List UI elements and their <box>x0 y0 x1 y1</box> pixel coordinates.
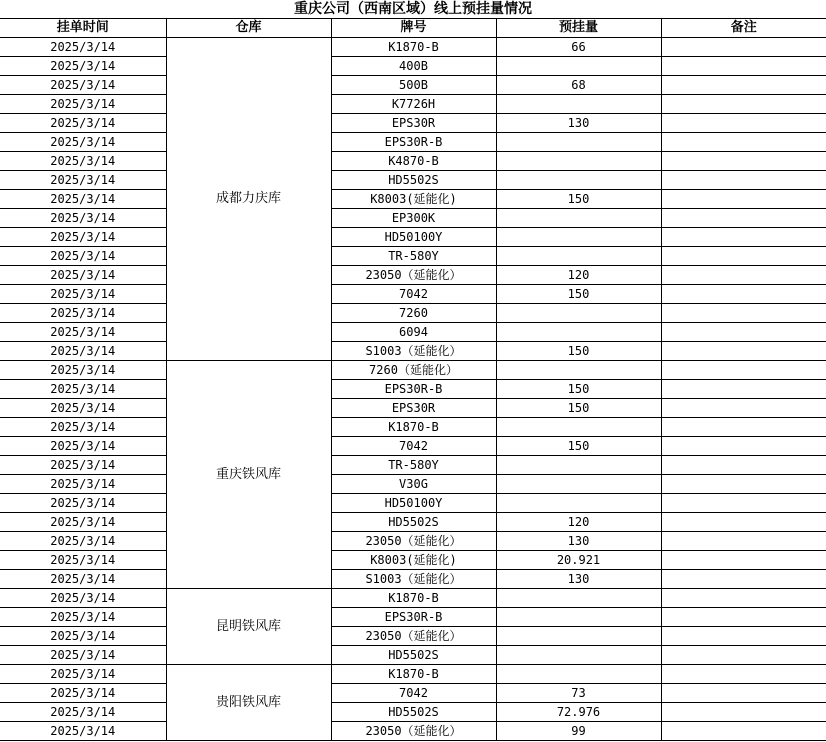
cell-grade[interactable]: S1003（延能化） <box>331 570 496 589</box>
cell-date[interactable]: 2025/3/14 <box>0 304 166 323</box>
cell-quantity[interactable] <box>496 418 661 437</box>
col-header-warehouse[interactable]: 仓库 <box>166 19 331 38</box>
cell-note[interactable] <box>661 380 826 399</box>
cell-date[interactable]: 2025/3/14 <box>0 38 166 57</box>
table-row <box>0 76 826 95</box>
sheet-title: 重庆公司（西南区域）线上预挂量情况 <box>0 0 826 19</box>
cell-quantity[interactable]: 73 <box>496 684 661 703</box>
cell-grade[interactable]: K8003(延能化) <box>331 190 496 209</box>
header-row <box>0 19 826 38</box>
cell-note[interactable] <box>661 114 826 133</box>
cell-note[interactable] <box>661 399 826 418</box>
cell-quantity[interactable] <box>496 608 661 627</box>
cell-quantity[interactable] <box>496 323 661 342</box>
cell-note[interactable] <box>661 190 826 209</box>
table-row <box>0 209 826 228</box>
cell-quantity[interactable]: 120 <box>496 513 661 532</box>
cell-grade[interactable]: K1870-B <box>331 665 496 684</box>
cell-note[interactable] <box>661 722 826 741</box>
cell-quantity[interactable]: 150 <box>496 399 661 418</box>
cell-note[interactable] <box>661 532 826 551</box>
table-body <box>0 38 826 741</box>
cell-grade[interactable]: HD5502S <box>331 703 496 722</box>
cell-grade[interactable]: 7042 <box>331 285 496 304</box>
cell-grade[interactable]: 23050（延能化） <box>331 627 496 646</box>
cell-date[interactable]: 2025/3/14 <box>0 722 166 741</box>
table-row <box>0 323 826 342</box>
cell-grade[interactable]: 400B <box>331 57 496 76</box>
cell-note[interactable] <box>661 456 826 475</box>
cell-grade[interactable]: HD5502S <box>331 646 496 665</box>
table-row <box>0 456 826 475</box>
table-row <box>0 475 826 494</box>
table-row <box>0 570 826 589</box>
cell-note[interactable] <box>661 494 826 513</box>
table-row <box>0 152 826 171</box>
cell-note[interactable] <box>661 38 826 57</box>
cell-grade[interactable]: EPS30R-B <box>331 608 496 627</box>
cell-date[interactable]: 2025/3/14 <box>0 703 166 722</box>
cell-date[interactable]: 2025/3/14 <box>0 437 166 456</box>
cell-date[interactable]: 2025/3/14 <box>0 323 166 342</box>
cell-note[interactable] <box>661 209 826 228</box>
table-row <box>0 627 826 646</box>
cell-grade[interactable]: K1870-B <box>331 418 496 437</box>
cell-quantity[interactable]: 130 <box>496 114 661 133</box>
table-row <box>0 114 826 133</box>
table-row <box>0 361 826 380</box>
cell-date[interactable]: 2025/3/14 <box>0 399 166 418</box>
cell-quantity[interactable]: 72.976 <box>496 703 661 722</box>
cell-quantity[interactable] <box>496 57 661 76</box>
cell-date[interactable]: 2025/3/14 <box>0 665 166 684</box>
cell-date[interactable]: 2025/3/14 <box>0 494 166 513</box>
cell-grade[interactable]: V30G <box>331 475 496 494</box>
cell-note[interactable] <box>661 95 826 114</box>
cell-note[interactable] <box>661 342 826 361</box>
cell-note[interactable] <box>661 76 826 95</box>
table-row <box>0 608 826 627</box>
cell-note[interactable] <box>661 551 826 570</box>
cell-grade[interactable]: 23050（延能化） <box>331 532 496 551</box>
cell-note[interactable] <box>661 247 826 266</box>
cell-quantity[interactable]: 120 <box>496 266 661 285</box>
cell-grade[interactable]: K7726H <box>331 95 496 114</box>
cell-quantity[interactable] <box>496 209 661 228</box>
cell-note[interactable] <box>661 418 826 437</box>
table-row <box>0 190 826 209</box>
cell-note[interactable] <box>661 475 826 494</box>
cell-note[interactable] <box>661 285 826 304</box>
col-header-note[interactable]: 备注 <box>661 19 826 38</box>
cell-date[interactable]: 2025/3/14 <box>0 361 166 380</box>
cell-date[interactable]: 2025/3/14 <box>0 266 166 285</box>
cell-date[interactable]: 2025/3/14 <box>0 152 166 171</box>
cell-note[interactable] <box>661 589 826 608</box>
cell-quantity[interactable]: 150 <box>496 380 661 399</box>
cell-grade[interactable]: K1870-B <box>331 38 496 57</box>
cell-quantity[interactable] <box>496 95 661 114</box>
table-row <box>0 342 826 361</box>
cell-quantity[interactable]: 150 <box>496 190 661 209</box>
cell-date[interactable]: 2025/3/14 <box>0 133 166 152</box>
cell-quantity[interactable] <box>496 589 661 608</box>
cell-date[interactable]: 2025/3/14 <box>0 551 166 570</box>
table-row <box>0 532 826 551</box>
cell-date[interactable]: 2025/3/14 <box>0 342 166 361</box>
cell-grade[interactable]: HD50100Y <box>331 494 496 513</box>
cell-grade[interactable]: EP300K <box>331 209 496 228</box>
cell-grade[interactable]: TR-580Y <box>331 247 496 266</box>
cell-date[interactable]: 2025/3/14 <box>0 380 166 399</box>
cell-date[interactable]: 2025/3/14 <box>0 475 166 494</box>
table-row <box>0 589 826 608</box>
cell-grade[interactable]: HD5502S <box>331 171 496 190</box>
cell-date[interactable]: 2025/3/14 <box>0 95 166 114</box>
cell-date[interactable]: 2025/3/14 <box>0 589 166 608</box>
cell-warehouse[interactable]: 重庆铁风库 <box>166 361 331 589</box>
col-header-quantity[interactable]: 预挂量 <box>496 19 661 38</box>
cell-quantity[interactable] <box>496 228 661 247</box>
cell-note[interactable] <box>661 437 826 456</box>
cell-quantity[interactable] <box>496 627 661 646</box>
cell-grade[interactable]: K1870-B <box>331 589 496 608</box>
cell-quantity[interactable] <box>496 494 661 513</box>
cell-date[interactable]: 2025/3/14 <box>0 646 166 665</box>
table-row <box>0 722 826 741</box>
table-row <box>0 266 826 285</box>
cell-quantity[interactable] <box>496 171 661 190</box>
cell-note[interactable] <box>661 684 826 703</box>
cell-note[interactable] <box>661 513 826 532</box>
cell-grade[interactable]: HD50100Y <box>331 228 496 247</box>
cell-date[interactable]: 2025/3/14 <box>0 171 166 190</box>
cell-date[interactable]: 2025/3/14 <box>0 418 166 437</box>
cell-grade[interactable]: HD5502S <box>331 513 496 532</box>
cell-note[interactable] <box>661 57 826 76</box>
cell-warehouse[interactable]: 昆明铁风库 <box>166 589 331 665</box>
table-row <box>0 684 826 703</box>
cell-quantity[interactable]: 150 <box>496 437 661 456</box>
table-row <box>0 399 826 418</box>
cell-quantity[interactable] <box>496 133 661 152</box>
cell-note[interactable] <box>661 608 826 627</box>
cell-warehouse[interactable]: 成都力庆库 <box>166 38 331 361</box>
cell-grade[interactable]: EPS30R <box>331 399 496 418</box>
cell-note[interactable] <box>661 266 826 285</box>
cell-grade[interactable]: EPS30R-B <box>331 133 496 152</box>
cell-quantity[interactable]: 150 <box>496 285 661 304</box>
table-row <box>0 703 826 722</box>
cell-grade[interactable]: S1003（延能化） <box>331 342 496 361</box>
col-header-date[interactable]: 挂单时间 <box>0 19 166 38</box>
cell-date[interactable]: 2025/3/14 <box>0 608 166 627</box>
cell-quantity[interactable]: 99 <box>496 722 661 741</box>
cell-date[interactable]: 2025/3/14 <box>0 228 166 247</box>
cell-quantity[interactable]: 130 <box>496 570 661 589</box>
table-row <box>0 418 826 437</box>
cell-quantity[interactable]: 150 <box>496 342 661 361</box>
cell-date[interactable]: 2025/3/14 <box>0 247 166 266</box>
table-row <box>0 551 826 570</box>
cell-note[interactable] <box>661 570 826 589</box>
table-row <box>0 171 826 190</box>
table-row <box>0 247 826 266</box>
cell-note[interactable] <box>661 646 826 665</box>
cell-grade[interactable]: TR-580Y <box>331 456 496 475</box>
cell-grade[interactable]: 23050（延能化） <box>331 722 496 741</box>
cell-date[interactable]: 2025/3/14 <box>0 209 166 228</box>
table-row <box>0 513 826 532</box>
cell-note[interactable] <box>661 133 826 152</box>
table-row <box>0 304 826 323</box>
cell-grade[interactable]: 6094 <box>331 323 496 342</box>
cell-grade[interactable]: 7260（延能化） <box>331 361 496 380</box>
table-row <box>0 133 826 152</box>
cell-date[interactable]: 2025/3/14 <box>0 285 166 304</box>
cell-grade[interactable]: 7260 <box>331 304 496 323</box>
cell-quantity[interactable]: 130 <box>496 532 661 551</box>
cell-grade[interactable]: 500B <box>331 76 496 95</box>
cell-warehouse[interactable]: 贵阳铁风库 <box>166 665 331 741</box>
cell-note[interactable] <box>661 323 826 342</box>
cell-grade[interactable]: 23050（延能化） <box>331 266 496 285</box>
cell-grade[interactable]: K4870-B <box>331 152 496 171</box>
cell-grade[interactable]: 7042 <box>331 684 496 703</box>
cell-note[interactable] <box>661 228 826 247</box>
cell-note[interactable] <box>661 627 826 646</box>
table-row <box>0 665 826 684</box>
cell-date[interactable]: 2025/3/14 <box>0 684 166 703</box>
table-row <box>0 380 826 399</box>
cell-date[interactable]: 2025/3/14 <box>0 532 166 551</box>
cell-grade[interactable]: K8003(延能化) <box>331 551 496 570</box>
cell-date[interactable]: 2025/3/14 <box>0 190 166 209</box>
cell-note[interactable] <box>661 152 826 171</box>
cell-quantity[interactable] <box>496 361 661 380</box>
cell-date[interactable]: 2025/3/14 <box>0 570 166 589</box>
cell-note[interactable] <box>661 171 826 190</box>
cell-note[interactable] <box>661 703 826 722</box>
cell-quantity[interactable]: 20.921 <box>496 551 661 570</box>
table-row <box>0 228 826 247</box>
table-row <box>0 285 826 304</box>
cell-quantity[interactable] <box>496 152 661 171</box>
col-header-grade[interactable]: 牌号 <box>331 19 496 38</box>
cell-grade[interactable]: EPS30R-B <box>331 380 496 399</box>
cell-note[interactable] <box>661 304 826 323</box>
cell-note[interactable] <box>661 665 826 684</box>
cell-quantity[interactable] <box>496 665 661 684</box>
table-row <box>0 95 826 114</box>
table-row <box>0 494 826 513</box>
cell-date[interactable]: 2025/3/14 <box>0 76 166 95</box>
cell-grade[interactable]: 7042 <box>331 437 496 456</box>
preorder-table <box>0 19 826 741</box>
cell-date[interactable]: 2025/3/14 <box>0 456 166 475</box>
cell-grade[interactable]: EPS30R <box>331 114 496 133</box>
cell-quantity[interactable] <box>496 646 661 665</box>
table-row <box>0 38 826 57</box>
cell-quantity[interactable]: 68 <box>496 76 661 95</box>
cell-note[interactable] <box>661 361 826 380</box>
table-row <box>0 646 826 665</box>
cell-quantity[interactable] <box>496 475 661 494</box>
cell-date[interactable]: 2025/3/14 <box>0 513 166 532</box>
cell-quantity[interactable] <box>496 304 661 323</box>
table-row <box>0 57 826 76</box>
cell-date[interactable]: 2025/3/14 <box>0 627 166 646</box>
cell-date[interactable]: 2025/3/14 <box>0 114 166 133</box>
table-row <box>0 437 826 456</box>
cell-date[interactable]: 2025/3/14 <box>0 57 166 76</box>
cell-quantity[interactable] <box>496 456 661 475</box>
cell-quantity[interactable] <box>496 247 661 266</box>
cell-quantity[interactable]: 66 <box>496 38 661 57</box>
